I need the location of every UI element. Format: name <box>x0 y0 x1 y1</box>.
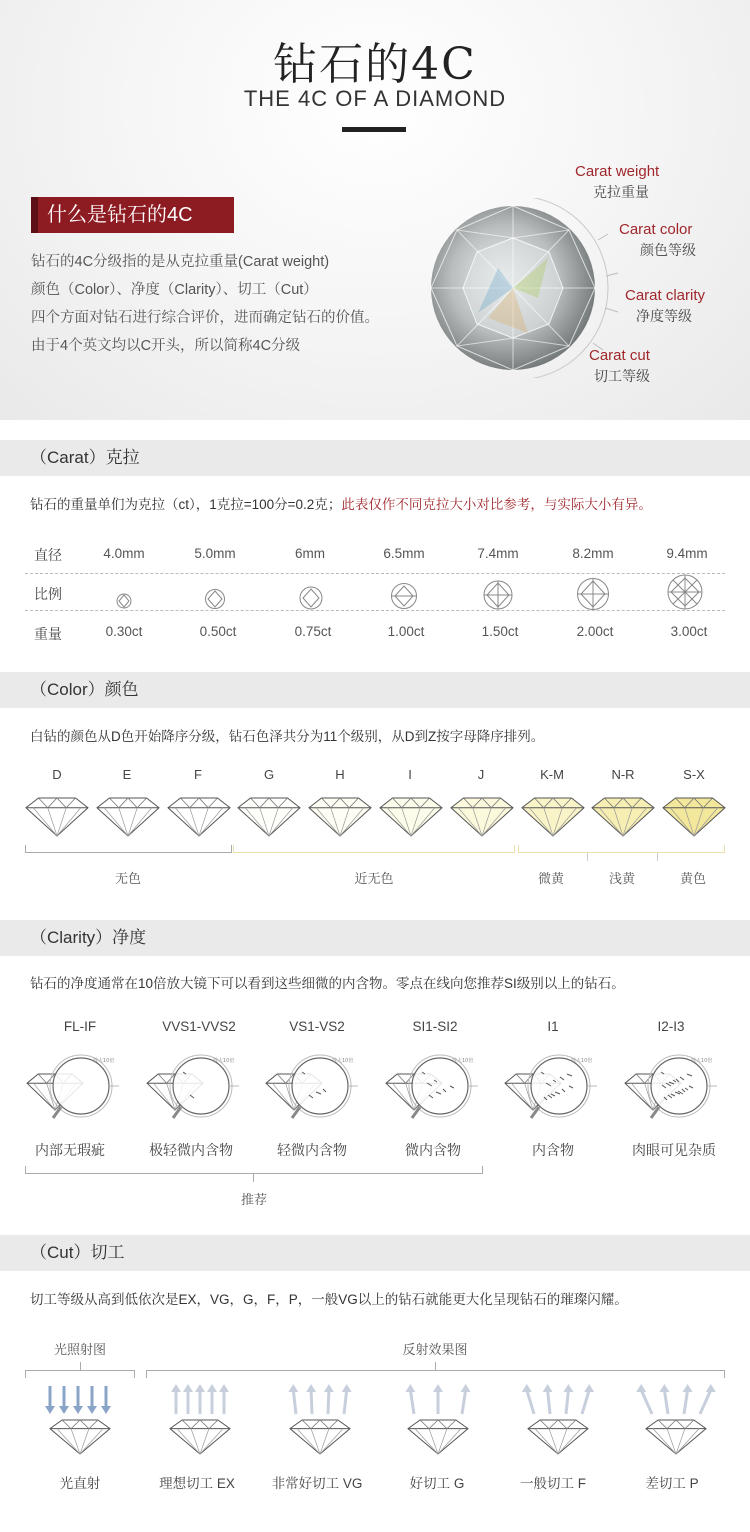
hero-section <box>0 0 750 420</box>
label-clarity-cn: 净度等级 <box>636 308 692 324</box>
clarity-name: 极轻微内含物 <box>149 1142 233 1158</box>
intro-banner: 什么是钻石的4C <box>31 197 234 233</box>
carat-desc-note: 此表仅作不同克拉大小对比参考，与实际大小有异。 <box>341 497 652 512</box>
clarity-name: 肉眼可见杂质 <box>632 1142 716 1158</box>
intro-line: 四个方面对钻石进行综合评价，进而确定钻石的价值。 <box>31 310 379 326</box>
color-diamond-icon <box>166 796 232 838</box>
page-subtitle: THE 4C OF A DIAMOND <box>243 86 507 111</box>
group-label: 黄色 <box>679 871 706 886</box>
diameter-cell: 6mm <box>295 546 325 561</box>
diamond-icon <box>484 581 512 609</box>
light-reflection-icon <box>280 1382 360 1464</box>
intro-line: 颜色（Color）、净度（Clarity）、切工（Cut） <box>31 282 318 298</box>
color-diamond-icon <box>95 796 161 838</box>
cut-bracket-reflection <box>146 1370 725 1378</box>
intro-line: 钻石的4C分级指的是从克拉重量(Carat weight) <box>31 254 330 270</box>
title-divider <box>342 127 406 132</box>
cut-group-light: 光照射图 <box>53 1342 106 1357</box>
clarity-name: 内部无瑕疵 <box>35 1142 105 1158</box>
diamond-icon <box>578 579 609 610</box>
svg-text:放大10倍: 放大10倍 <box>212 1058 234 1064</box>
size-ratio-diamonds <box>0 574 750 610</box>
bracket-tick <box>657 853 658 861</box>
color-diamond-icon <box>24 796 90 838</box>
cut-group-reflection: 反射效果图 <box>402 1342 468 1357</box>
diameter-cell: 5.0mm <box>194 546 236 561</box>
bracket-tick <box>587 853 588 861</box>
section-header-clarity: （Clarity）净度 <box>0 920 750 956</box>
cut-label: 理想切工 EX <box>159 1476 235 1491</box>
row-label-ratio: 比例 <box>34 586 62 602</box>
cut-label: 好切工 G <box>409 1476 465 1491</box>
diameter-cell: 4.0mm <box>103 546 145 561</box>
row-label-diameter: 直径 <box>34 547 62 563</box>
color-grade: D <box>52 767 62 782</box>
svg-text:放大10倍: 放大10倍 <box>93 1058 115 1064</box>
svg-text:放大10倍: 放大10倍 <box>332 1058 354 1064</box>
diamond-icon <box>206 590 225 609</box>
cut-label: 光直射 <box>59 1476 101 1491</box>
recommend-label: 推荐 <box>240 1192 267 1207</box>
clarity-code: I2-I3 <box>657 1019 685 1034</box>
clarity-code: VS1-VS2 <box>289 1019 345 1034</box>
group-bracket-colorless <box>25 845 232 853</box>
diameter-cell: 8.2mm <box>572 546 614 561</box>
label-color-en: Carat color <box>619 221 693 238</box>
row-label-weight: 重量 <box>34 626 62 642</box>
color-diamond-icon <box>236 796 302 838</box>
label-cut-cn: 切工等级 <box>594 368 650 384</box>
color-grade: K-M <box>540 767 564 782</box>
cut-label: 差切工 P <box>645 1476 699 1491</box>
label-carat-weight-cn: 克拉重量 <box>593 184 649 200</box>
color-grade: S-X <box>683 767 705 782</box>
light-reflection-icon <box>636 1382 716 1464</box>
diameter-cell: 6.5mm <box>383 546 425 561</box>
clarity-name: 内含物 <box>532 1142 574 1158</box>
weight-cell: 1.00ct <box>387 624 425 639</box>
color-description: 白钻的颜色从D色开始降序分级，钻石色泽共分为11个级别，从D到Z按字母降序排列。 <box>30 729 545 744</box>
clarity-magnifier-icon <box>382 1050 480 1128</box>
color-grade: J <box>477 767 485 782</box>
cut-label: 非常好切工 VG <box>271 1476 363 1491</box>
clarity-magnifier-icon <box>621 1050 719 1128</box>
group-label: 无色 <box>114 871 141 886</box>
group-bracket-yellow <box>518 845 725 853</box>
light-reflection-icon <box>160 1382 240 1464</box>
color-diamond-icon <box>307 796 373 838</box>
color-diamond-icon <box>590 796 656 838</box>
clarity-magnifier-icon <box>143 1050 241 1128</box>
group-label: 微黄 <box>537 871 564 886</box>
clarity-code: I1 <box>547 1019 559 1034</box>
cut-description: 切工等级从高到低依次是EX，VG，G，F，P，一般VG以上的钻石就能更大化呈现钻石的璀璨闪耀。 <box>30 1292 628 1307</box>
weight-cell: 3.00ct <box>670 624 708 639</box>
bracket-tick <box>435 1362 436 1370</box>
weight-cell: 1.50ct <box>481 624 519 639</box>
color-diamond-icon <box>520 796 586 838</box>
color-diamond-icon <box>661 796 727 838</box>
row-divider <box>25 610 725 611</box>
color-grade: H <box>335 767 345 782</box>
section-header-carat: （Carat）克拉 <box>0 440 750 476</box>
diameter-cell: 7.4mm <box>477 546 519 561</box>
diamond-icon <box>668 575 702 609</box>
diameter-cell: 9.4mm <box>666 546 708 561</box>
weight-cell: 2.00ct <box>576 624 614 639</box>
label-carat-weight-en: Carat weight <box>575 163 660 180</box>
label-cut-en: Carat cut <box>589 347 650 364</box>
clarity-magnifier-icon <box>262 1050 360 1128</box>
group-label: 浅黄 <box>608 871 635 886</box>
weight-cell: 0.75ct <box>294 624 332 639</box>
carat-desc-main: 钻石的重量单们为克拉（ct），1克拉=100分=0.2克； <box>30 497 342 512</box>
cut-bracket-light <box>25 1370 135 1378</box>
svg-text:放大10倍: 放大10倍 <box>571 1058 593 1064</box>
clarity-magnifier-icon <box>501 1050 599 1128</box>
color-grade: N-R <box>611 767 635 782</box>
section-header-cut: （Cut）切工 <box>0 1235 750 1271</box>
diamond-icon <box>391 584 417 609</box>
intro-line: 由于4个英文均以C开头，所以简称4C分级 <box>31 338 301 354</box>
bracket-tick <box>80 1362 81 1370</box>
group-bracket-near-colorless <box>233 845 515 853</box>
clarity-code: VVS1-VVS2 <box>162 1019 236 1034</box>
clarity-name: 轻微内含物 <box>277 1142 347 1158</box>
clarity-code: SI1-SI2 <box>412 1019 458 1034</box>
svg-text:放大10倍: 放大10倍 <box>690 1058 712 1064</box>
color-grade: G <box>263 767 275 782</box>
color-grade: I <box>408 767 412 782</box>
weight-cell: 0.50ct <box>199 624 237 639</box>
color-diamond-icon <box>449 796 515 838</box>
section-header-color: （Color）颜色 <box>0 672 750 708</box>
clarity-description: 钻石的净度通常在10倍放大镜下可以看到这些细微的内含物。零点在线向您推荐SI级别以上的钻石。 <box>30 976 625 991</box>
recommend-bracket <box>25 1166 483 1174</box>
cut-label: 一般切工 F <box>520 1476 586 1491</box>
carat-description <box>30 493 652 513</box>
label-clarity-en: Carat clarity <box>625 287 706 304</box>
svg-text:放大10倍: 放大10倍 <box>451 1058 473 1064</box>
color-grade: F <box>194 767 202 782</box>
clarity-name: 微内含物 <box>405 1142 461 1158</box>
bracket-tick <box>253 1174 254 1182</box>
color-grade: E <box>122 767 132 782</box>
clarity-code: FL-IF <box>63 1019 97 1034</box>
clarity-magnifier-icon <box>23 1050 121 1128</box>
color-diamond-icon <box>378 796 444 838</box>
weight-cell: 0.30ct <box>105 624 143 639</box>
light-reflection-icon <box>518 1382 598 1464</box>
light-reflection-icon <box>398 1382 478 1464</box>
diamond-icon <box>117 594 131 608</box>
diamond-icon <box>300 587 322 609</box>
group-label: 近无色 <box>354 871 394 886</box>
label-color-cn: 颜色等级 <box>640 242 696 258</box>
page-title: 钻石的4C <box>273 39 477 90</box>
light-incidence-icon <box>40 1382 120 1464</box>
